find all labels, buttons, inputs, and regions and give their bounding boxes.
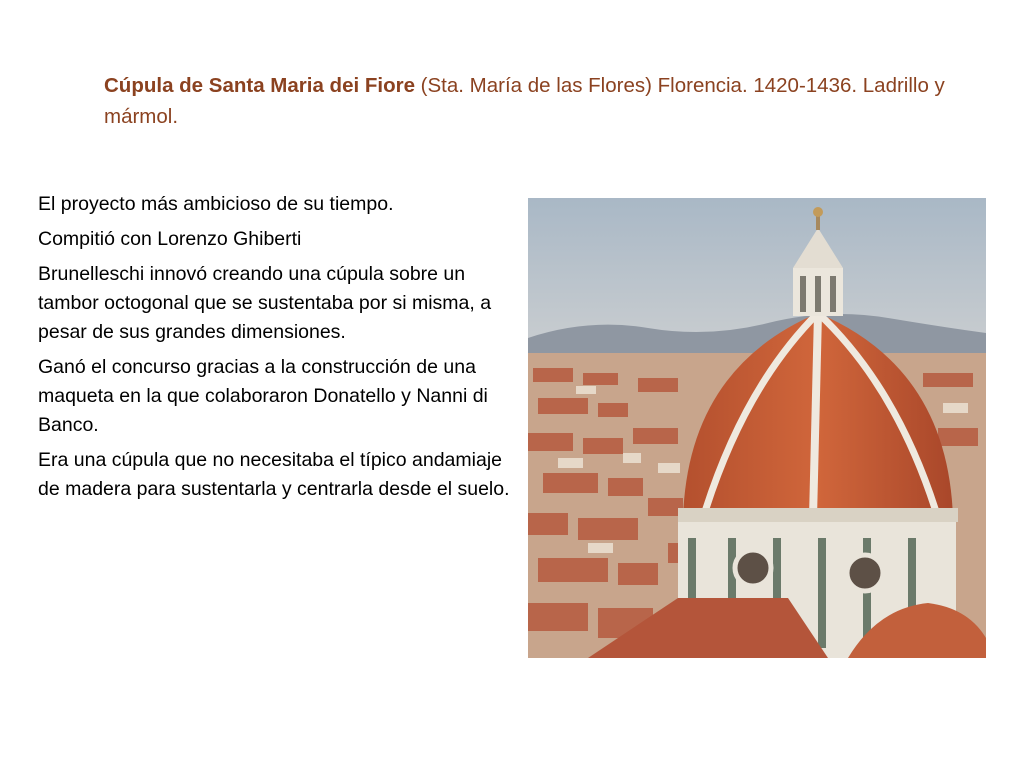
slide-body [38,190,523,510]
paragraph-1: El proyecto más ambicioso de su tiempo. [38,193,394,215]
paragraph-3: Brunelleschi innovó creando una cúpula sobre un tambor octogonal que se sustentaba por si misma, a pesar de sus grandes dimensiones. [38,263,492,343]
florence-dome-photo [528,198,986,658]
paragraph-4: Ganó el concurso gracias a la construcción de una maqueta en la que colaboraron Donatello y Nanni di Banco. [38,356,488,436]
slide-title-bold: Cúpula de Santa Maria dei Fiore [104,74,415,97]
paragraph-2: Compitió con Lorenzo Ghiberti [38,228,302,250]
slide-title-rest: (Sta. María de las Flores) Florencia. 1420-1436. Ladrillo y mármol. [104,74,945,128]
slide-title [104,70,974,132]
dome-illustration [528,198,986,658]
paragraph-5: Era una cúpula que no necesitaba el típico andamiaje de madera para sustentarla y centrarla desde el suelo. [38,449,510,500]
